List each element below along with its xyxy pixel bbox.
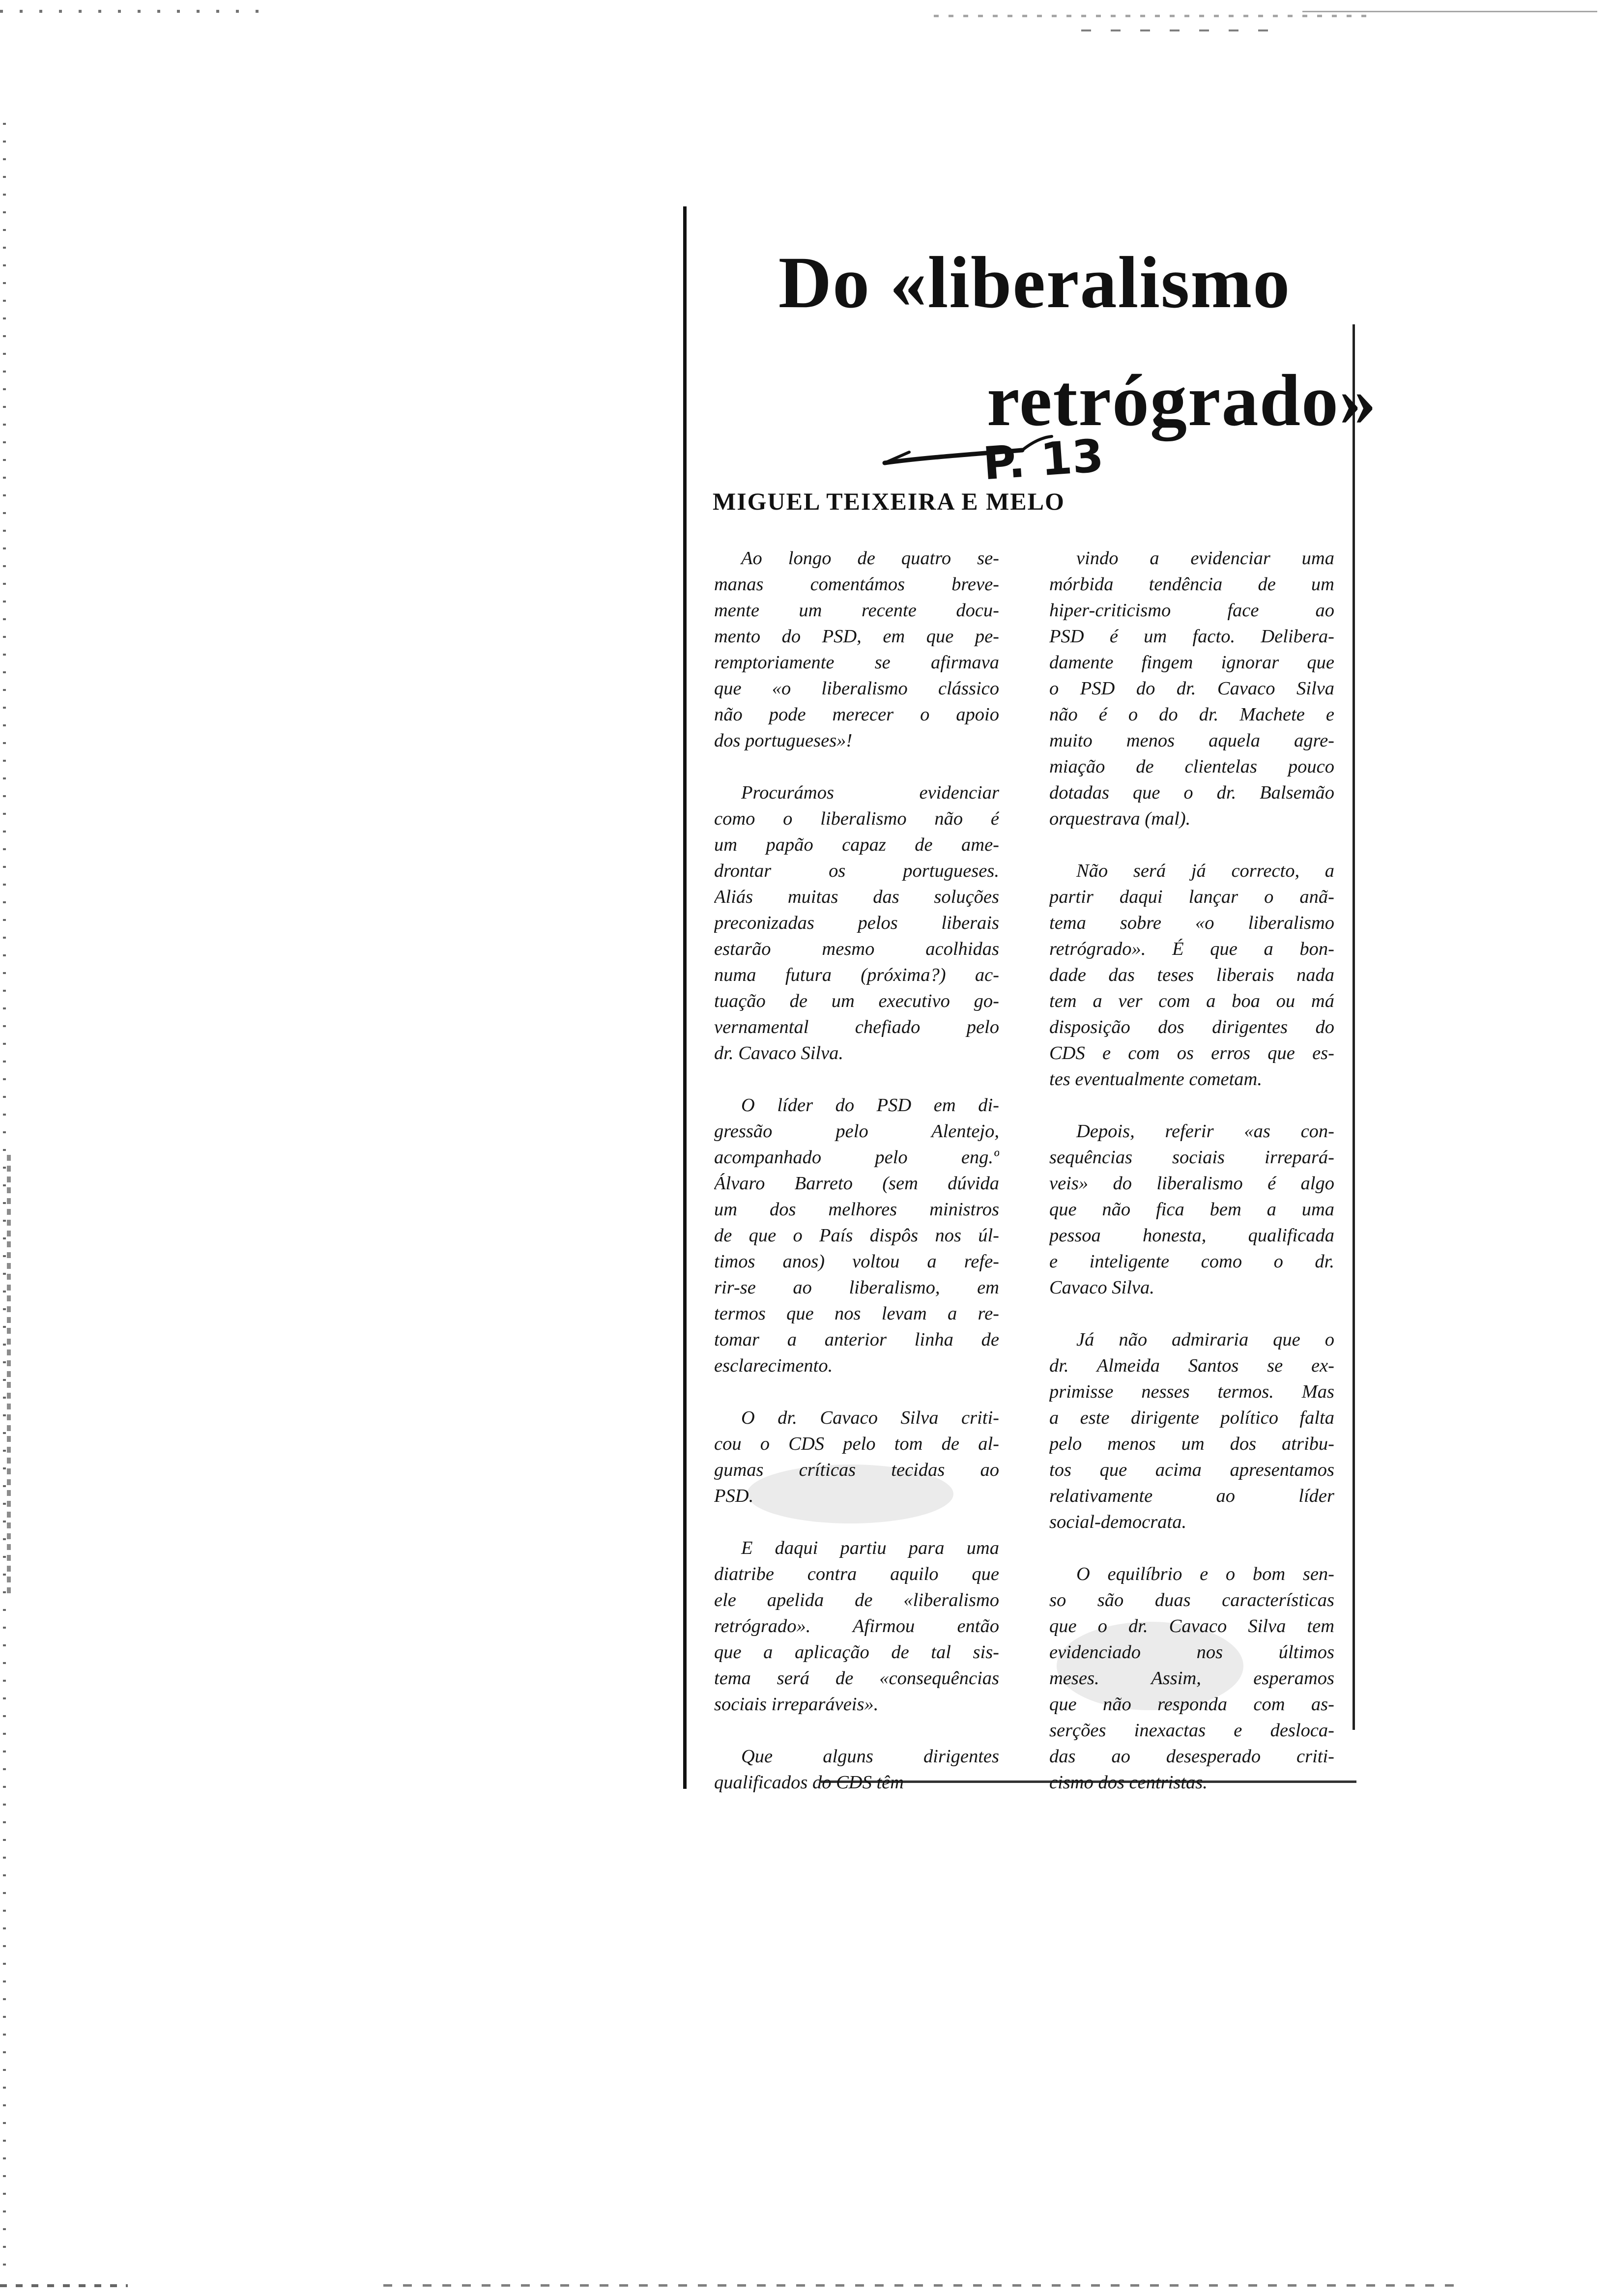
article-text-line: Procurámos evidenciar bbox=[741, 782, 999, 803]
article-paragraph bbox=[714, 1092, 999, 1379]
article-text-line: veis» do liberalismo é algo bbox=[1049, 1173, 1334, 1194]
article-paragraph bbox=[714, 780, 999, 1066]
ink-smudge bbox=[747, 1464, 953, 1523]
article-text-line: tomar a anterior linha de bbox=[714, 1329, 999, 1350]
article-text-line: O equilíbrio e o bom sen- bbox=[1076, 1564, 1334, 1584]
clipping-left-rule bbox=[683, 206, 687, 1789]
article-text-line: E daqui partiu para uma bbox=[741, 1538, 999, 1558]
article-text-line: a este dirigente político falta bbox=[1049, 1407, 1334, 1428]
article-text-line: dr. Cavaco Silva. bbox=[714, 1043, 844, 1063]
article-text-line: tuação de um executivo go- bbox=[714, 991, 999, 1011]
article-text-line: dotadas que o dr. Balsemão bbox=[1049, 782, 1334, 803]
article-text-line: PSD é um facto. Delibera- bbox=[1049, 626, 1334, 647]
article-text-line: acompanhado pelo eng.º bbox=[714, 1147, 999, 1168]
newspaper-clipping bbox=[683, 206, 1377, 1793]
article-text-line: Ao longo de quatro se- bbox=[741, 548, 999, 569]
article-text-line: cismo dos centristas. bbox=[1049, 1772, 1208, 1793]
article-text-line: relativamente ao líder bbox=[1049, 1486, 1334, 1506]
article-text-line: Álvaro Barreto (sem dúvida bbox=[714, 1173, 999, 1194]
article-text-line: tes eventualmente cometam. bbox=[1049, 1069, 1262, 1090]
article-text-line: disposição dos dirigentes do bbox=[1049, 1017, 1334, 1037]
article-text-line: Não será já correcto, a bbox=[1076, 861, 1334, 881]
article-text-line: Depois, referir «as con- bbox=[1076, 1121, 1334, 1142]
article-text-line: evidenciado nos últimos bbox=[1049, 1642, 1334, 1663]
article-text-line: que não fica bem a uma bbox=[1049, 1199, 1334, 1220]
article-text-line: PSD. bbox=[714, 1486, 754, 1506]
article-text-line: O líder do PSD em di- bbox=[741, 1095, 999, 1116]
article-text-line: rir-se ao liberalismo, em bbox=[714, 1277, 999, 1298]
article-text-line: Já não admiraria que o bbox=[1076, 1329, 1334, 1350]
article-text-line: um papão capaz de ame- bbox=[714, 834, 999, 855]
article-text-line: hiper-criticismo face ao bbox=[1049, 600, 1334, 621]
article-title-line-2: retrógrado» bbox=[987, 360, 1377, 441]
article-text-line: vernamental chefiado pelo bbox=[714, 1017, 999, 1037]
article-text-line: primisse nesses termos. Mas bbox=[1049, 1381, 1334, 1402]
article-text-line: mente um recente docu- bbox=[714, 600, 999, 621]
article-paragraph bbox=[714, 545, 999, 754]
handwritten-page-reference: P. 13 bbox=[981, 429, 1105, 490]
article-text-line: social-democrata. bbox=[1049, 1512, 1187, 1532]
ink-smudge bbox=[1057, 1622, 1243, 1710]
article-text-line: retrógrado». É que a bon- bbox=[1049, 939, 1334, 959]
article-text-line: meses. Assim, esperamos bbox=[1049, 1668, 1334, 1689]
clipping-right-rule bbox=[1353, 324, 1355, 1730]
article-text-line: das ao desesperado criti- bbox=[1049, 1746, 1334, 1767]
article-column-left bbox=[714, 545, 999, 1822]
article-text-line: o PSD do dr. Cavaco Silva bbox=[1049, 678, 1334, 699]
article-text-line: serções inexactas e desloca- bbox=[1049, 1720, 1334, 1741]
article-text-line: timos anos) voltou a refe- bbox=[714, 1251, 999, 1272]
article-text-line: remptoriamente se afirmava bbox=[714, 652, 999, 673]
article-text-line: como o liberalismo não é bbox=[714, 808, 999, 829]
article-text-line: estarão mesmo acolhidas bbox=[714, 939, 999, 959]
article-text-line: não é o do dr. Machete e bbox=[1049, 704, 1334, 725]
article-text-line: cou o CDS pelo tom de al- bbox=[714, 1434, 999, 1454]
article-text-line: so são duas características bbox=[1049, 1590, 1334, 1610]
scan-noise-left bbox=[0, 123, 15, 2275]
article-text-line: gumas críticas tecidas ao bbox=[714, 1460, 999, 1480]
article-text-line: partir daqui lançar o anã- bbox=[1049, 887, 1334, 907]
article-text-line: CDS e com os erros que es- bbox=[1049, 1043, 1334, 1063]
article-text-line: diatribe contra aquilo que bbox=[714, 1564, 999, 1584]
article-text-line: de que o País dispôs nos úl- bbox=[714, 1225, 999, 1246]
scan-noise-top bbox=[0, 0, 1612, 34]
article-text-line: orquestrava (mal). bbox=[1049, 808, 1191, 829]
article-text-line: que não responda com as- bbox=[1049, 1694, 1334, 1715]
article-text-line: tema sobre «o liberalismo bbox=[1049, 913, 1334, 933]
article-paragraph bbox=[1049, 1119, 1334, 1301]
article-text-line: tema será de «consequências bbox=[714, 1668, 999, 1689]
article-text-line: dade das teses liberais nada bbox=[1049, 965, 1334, 985]
article-text-line: damente fingem ignorar que bbox=[1049, 652, 1334, 673]
article-text-line: que o dr. Cavaco Silva tem bbox=[1049, 1616, 1334, 1636]
article-text-line: manas comentámos breve- bbox=[714, 574, 999, 595]
article-text-line: gressão pelo Alentejo, bbox=[714, 1121, 999, 1142]
article-paragraph bbox=[1049, 545, 1334, 832]
article-text-line: pessoa honesta, qualificada bbox=[1049, 1225, 1334, 1246]
article-paragraph bbox=[1049, 858, 1334, 1092]
article-text-line: drontar os portugueses. bbox=[714, 861, 999, 881]
article-text-line: mórbida tendência de um bbox=[1049, 574, 1334, 595]
article-text-line: termos que nos levam a re- bbox=[714, 1303, 999, 1324]
article-text-line: qualificados do CDS têm bbox=[714, 1772, 904, 1793]
article-text-line: tem a ver com a boa ou má bbox=[1049, 991, 1334, 1011]
article-text-line: mento do PSD, em que pe- bbox=[714, 626, 999, 647]
article-text-line: que a aplicação de tal sis- bbox=[714, 1642, 999, 1663]
article-text-line: esclarecimento. bbox=[714, 1355, 833, 1376]
article-text-line: Aliás muitas das soluções bbox=[714, 887, 999, 907]
article-text-line: numa futura (próxima?) ac- bbox=[714, 965, 999, 985]
article-text-line: dos portugueses»! bbox=[714, 730, 853, 751]
article-text-line: muito menos aquela agre- bbox=[1049, 730, 1334, 751]
article-text-line: ele apelida de «liberalismo bbox=[714, 1590, 999, 1610]
article-text-line: vindo a evidenciar uma bbox=[1076, 548, 1334, 569]
article-text-line: preconizadas pelos liberais bbox=[714, 913, 999, 933]
article-text-line: pelo menos um dos atribu- bbox=[1049, 1434, 1334, 1454]
scan-noise-bottom bbox=[0, 2280, 1612, 2292]
article-text-line: um dos melhores ministros bbox=[714, 1199, 999, 1220]
article-byline: MIGUEL TEIXEIRA E MELO bbox=[713, 488, 1065, 515]
article-text-line: sociais irreparáveis». bbox=[714, 1694, 879, 1715]
article-paragraph bbox=[714, 1535, 999, 1718]
article-text-line: O dr. Cavaco Silva criti- bbox=[741, 1407, 999, 1428]
article-text-line: Cavaco Silva. bbox=[1049, 1277, 1154, 1298]
article-text-line: retrógrado». Afirmou então bbox=[714, 1616, 999, 1636]
article-paragraph bbox=[1049, 1327, 1334, 1535]
article-text-line: miação de clientelas pouco bbox=[1049, 756, 1334, 777]
article-title-line-1: Do «liberalismo bbox=[778, 242, 1291, 323]
article-text-line: tos que acima apresentamos bbox=[1049, 1460, 1334, 1480]
article-text-line: Que alguns dirigentes bbox=[741, 1746, 999, 1767]
article-text-line: que «o liberalismo clássico bbox=[714, 678, 999, 699]
article-paragraph bbox=[714, 1744, 999, 1796]
article-text-line: não pode merecer o apoio bbox=[714, 704, 999, 725]
article-text-line: dr. Almeida Santos se ex- bbox=[1049, 1355, 1334, 1376]
article-text-line: e inteligente como o dr. bbox=[1049, 1251, 1334, 1272]
article-text-line: sequências sociais irrepará- bbox=[1049, 1147, 1334, 1168]
